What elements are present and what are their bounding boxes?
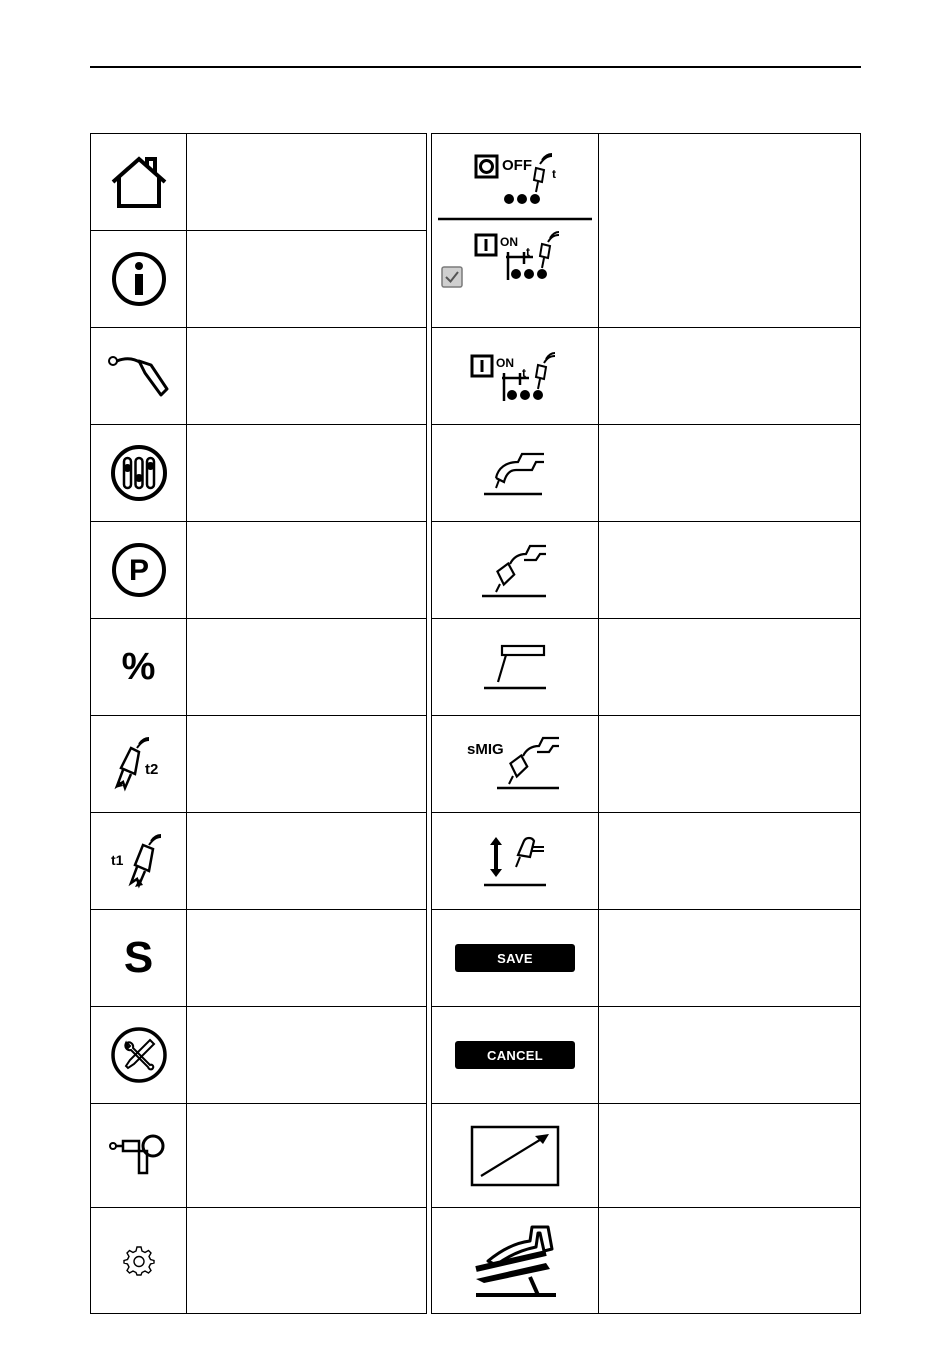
table-row: [432, 1007, 860, 1104]
svg-text:t: t: [552, 167, 556, 181]
off-torch-timer-icon[interactable]: [432, 134, 598, 328]
svg-text:sMIG: sMIG: [467, 741, 504, 758]
mig-torch-icon[interactable]: [480, 448, 550, 498]
svg-text:t: t: [522, 366, 526, 380]
table-row: [432, 910, 860, 1007]
smig-torch-icon[interactable]: [465, 734, 565, 794]
description-cell: [599, 910, 860, 1006]
table-row: [91, 910, 426, 1007]
table-row: [91, 813, 426, 910]
save-button[interactable]: SAVE: [455, 944, 575, 972]
table-row: [91, 1104, 426, 1208]
description-cell: [187, 1104, 426, 1207]
gear-icon[interactable]: [123, 1245, 155, 1277]
svg-text:t: t: [526, 245, 530, 259]
description-cell: [599, 328, 860, 424]
table-row: [91, 328, 426, 425]
s-letter-icon[interactable]: S: [123, 933, 154, 982]
svg-text:t2: t2: [144, 761, 158, 778]
torch-t2-icon[interactable]: [109, 734, 169, 794]
table-row: [432, 619, 860, 716]
on-torch-timer-icon[interactable]: [432, 328, 598, 425]
table-row: [432, 1208, 860, 1313]
description-cell: [599, 134, 860, 327]
cancel-button[interactable]: CANCEL: [455, 1041, 575, 1069]
description-cell: [599, 1208, 860, 1313]
expand-icon[interactable]: [469, 1124, 561, 1188]
tig-torch-icon[interactable]: [480, 642, 550, 692]
table-row: [91, 619, 426, 716]
svg-text:OFF: OFF: [502, 157, 532, 174]
table-row: [432, 328, 860, 425]
table-row: [432, 134, 860, 328]
info-icon[interactable]: [111, 251, 167, 307]
right-icon-table: [431, 133, 861, 1314]
description-cell: [599, 813, 860, 909]
table-row: [91, 425, 426, 522]
description-cell: [187, 910, 426, 1006]
svg-text:t1: t1: [110, 852, 123, 868]
description-cell: [599, 522, 860, 618]
description-cell: [599, 716, 860, 812]
table-row: [432, 1104, 860, 1208]
table-row: [91, 1208, 426, 1313]
description-cell: [187, 522, 426, 618]
header-rule: [90, 66, 861, 68]
table-row: [432, 716, 860, 813]
description-cell: [187, 231, 426, 327]
adjustment-sliders-icon[interactable]: [110, 444, 168, 502]
svg-text:P: P: [128, 554, 149, 587]
torch-height-icon[interactable]: [480, 833, 550, 889]
home-icon[interactable]: [109, 154, 169, 210]
svg-text:ON: ON: [496, 356, 514, 370]
description-cell: [187, 134, 426, 230]
tools-icon[interactable]: [110, 1026, 168, 1084]
description-cell: [599, 619, 860, 715]
left-icon-table: [90, 133, 427, 1314]
welding-gun-icon[interactable]: [107, 351, 171, 401]
table-row: [432, 425, 860, 522]
svg-text:ON: ON: [500, 235, 518, 249]
description-cell: [187, 716, 426, 812]
description-cell: [187, 619, 426, 715]
percent-icon[interactable]: %: [121, 645, 156, 688]
table-row: [432, 522, 860, 619]
description-cell: [187, 813, 426, 909]
foot-pedal-icon[interactable]: [470, 1221, 560, 1301]
torch-t1-icon[interactable]: [109, 831, 169, 891]
p-circle-icon[interactable]: [111, 542, 167, 598]
table-row: [91, 1007, 426, 1104]
description-cell: [599, 1007, 860, 1103]
table-row: [91, 134, 426, 231]
description-cell: [187, 1007, 426, 1103]
description-cell: [187, 328, 426, 424]
table-row: [91, 716, 426, 813]
description-cell: [187, 1208, 426, 1313]
mig-torch-angled-icon[interactable]: [480, 542, 550, 598]
table-row: [91, 231, 426, 328]
table-row: [432, 813, 860, 910]
table-row: [91, 522, 426, 619]
description-cell: [599, 425, 860, 521]
description-cell: [599, 1104, 860, 1207]
remote-control-icon[interactable]: [109, 1134, 169, 1178]
description-cell: [187, 425, 426, 521]
